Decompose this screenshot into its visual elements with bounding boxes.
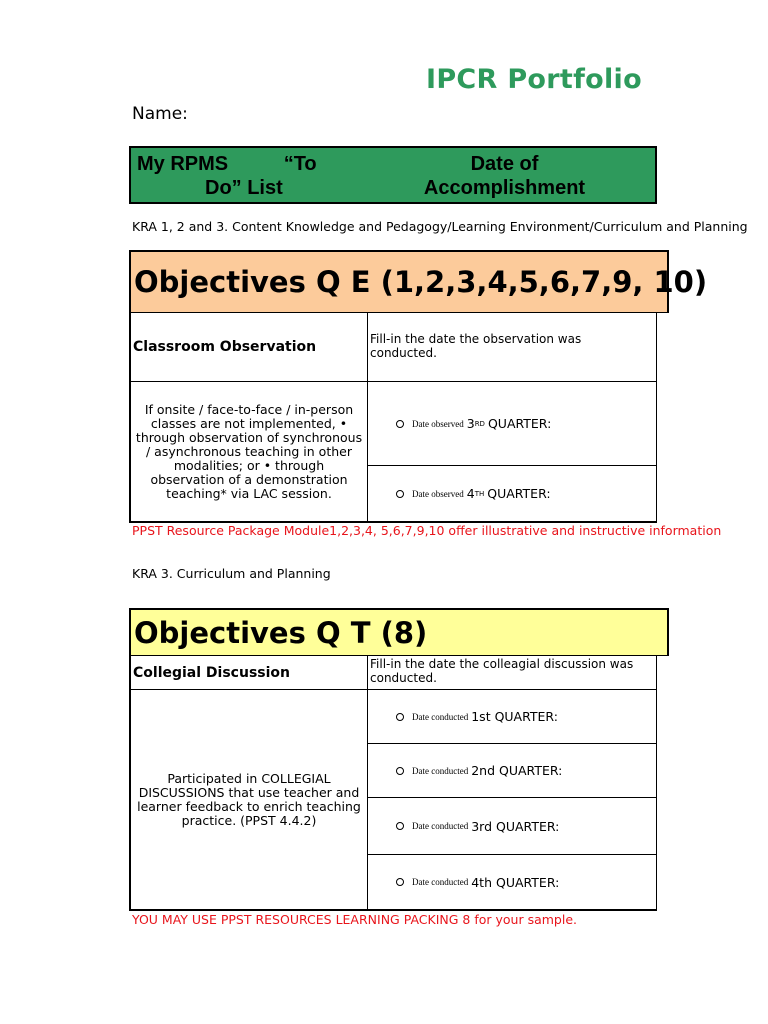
header-col-todo-line2: Do” List [205,177,283,199]
page-title: IPCR Portfolio [426,64,642,95]
q3-bullet-icon [396,420,404,428]
q4c-label: 4th QUARTER: [471,874,560,890]
q3c-label: 3rd QUARTER: [471,818,560,834]
q4c-prefix: Date conducted [412,877,469,887]
header-col-date-line1: Date of [470,153,539,175]
observation-fill-in-text: Fill-in the date the observation was conducted. [370,332,582,360]
q3-conducted-cell[interactable] [367,797,657,855]
q2-bullet-icon [396,767,404,775]
name-label: Name: [132,104,188,124]
q2-conducted-cell[interactable] [367,743,657,798]
q1-bullet-icon [396,713,404,721]
q4-conducted-cell[interactable] [367,854,657,911]
q3-date-cell[interactable]: Date observed 3 RD QUARTER: [367,381,657,466]
q4c-bullet-icon [396,878,404,886]
q1-prefix: Date conducted [412,711,469,722]
classroom-observation-label: Classroom Observation [133,339,317,355]
q4-bullet-icon [396,490,404,498]
q3c-prefix: Date conducted [412,821,469,831]
collegial-discussion-cell [129,655,368,690]
collegial-fill-in-cell [367,655,657,690]
objectives-qe-heading [129,250,708,313]
classroom-observation-cell [129,312,368,382]
observation-fill-in-cell [367,312,657,382]
q2-prefix: Date conducted [412,765,469,776]
q3-prefix: Date observed [412,418,464,429]
q3-label: QUARTER: [487,416,552,431]
q4-prefix: Date observed [412,488,464,499]
objectives-qt-text: Objectives Q T (8) [134,615,428,650]
header-col-date-line2: Accomplishment [423,177,586,199]
kra-line-1: KRA 1, 2 and 3. Content Knowledge and Pedagogy/Learning Environment/Curriculum and Planning [132,219,748,234]
q3-num: 3 [466,416,475,431]
observation-modalities-note [129,381,368,523]
header-col-todo-line1: My RPMS “To [137,153,317,175]
header-col-date [367,146,657,204]
collegial-fill-in-text: Fill-in the date the colleagial discussion was conducted. [370,657,634,685]
collegial-discussion-text: Participated in COLLEGIAL DISCUSSIONS that use teacher and learner feedback to enrich teaching practice. (PPST 4.4.2) [137,770,361,828]
observation-modalities-text: If onsite / face-to-face / in-person classes are not implemented, • through observation of synchronous / asynchronous teaching in other modalities; or • through observation of a demonstration teaching* via LAC session. [135,401,363,501]
q2-label: 2nd QUARTER: [471,763,563,778]
objectives-qe-text: Objectives Q E (1,2,3,4,5,6,7,9, 10) [134,265,708,299]
header-col-todo [129,146,369,204]
collegial-discussion-note [129,689,368,911]
objectives-qt-heading [129,608,669,656]
q4-date-cell[interactable]: Date observed 4 TH QUARTER: [367,465,657,523]
q1-conducted-cell[interactable] [367,689,657,744]
q4-label: QUARTER: [487,486,551,501]
kra-line-2: KRA 3. Curriculum and Planning [132,566,331,581]
ppst-packing-note: YOU MAY USE PPST RESOURCES LEARNING PACKING 8 for your sample. [132,912,577,927]
q3c-bullet-icon [396,822,404,830]
q4-num: 4 [466,486,475,501]
ppst-resource-note: PPST Resource Package Module1,2,3,4, 5,6,7,9,10 offer illustrative and instructive information [132,523,722,538]
q1-label: 1st QUARTER: [471,709,558,724]
collegial-discussion-label: Collegial Discussion [133,664,290,681]
